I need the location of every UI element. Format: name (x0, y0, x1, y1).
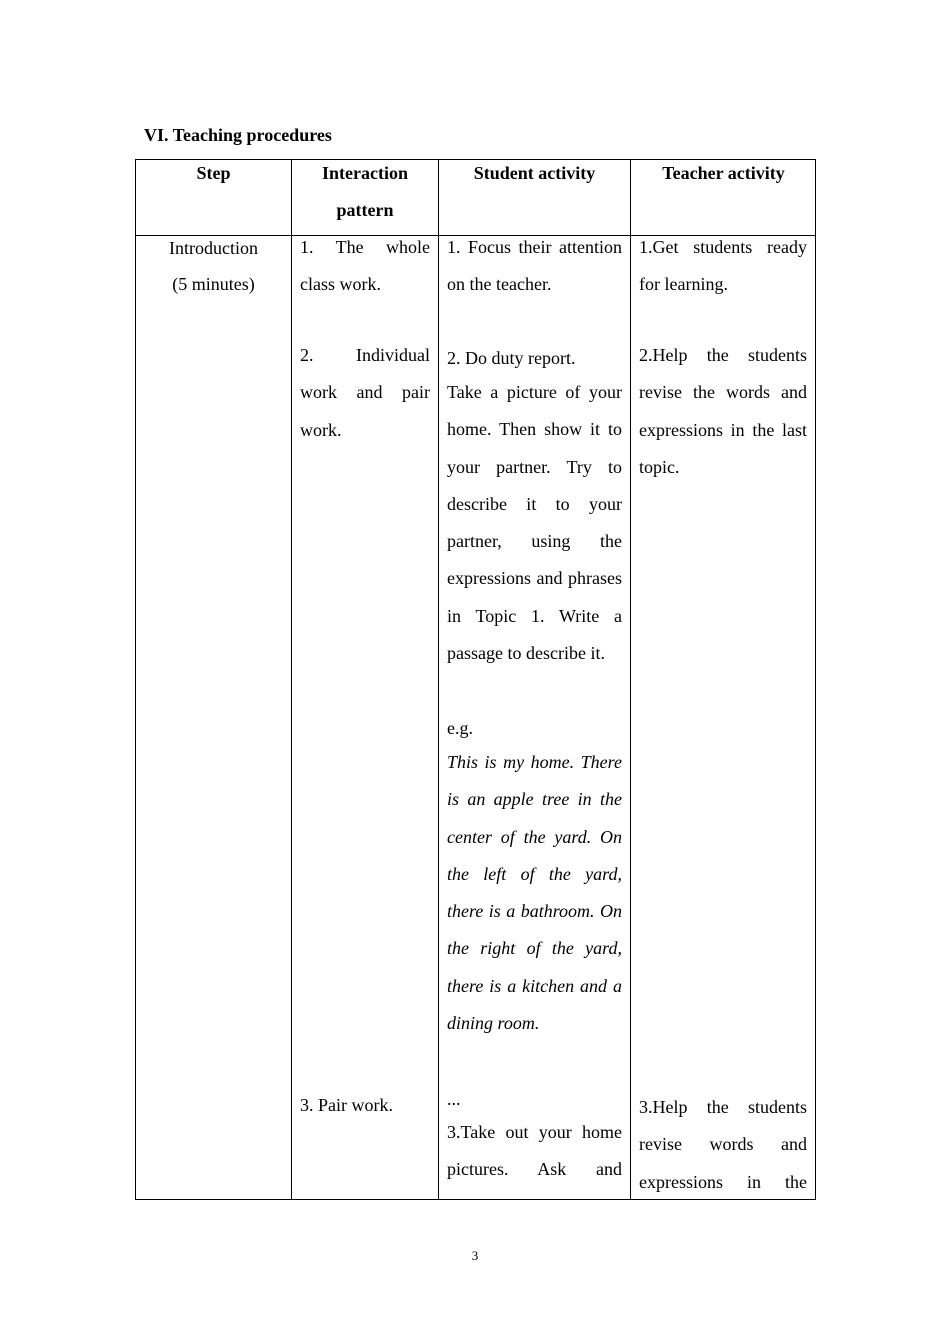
column-divider (291, 160, 292, 1199)
student-activity-1: 1. Focus their attention on the teacher. (447, 237, 622, 295)
header-teacher-activity: Teacher activity (662, 163, 785, 183)
interaction-item-2: 2. Individual work and pair work. (300, 345, 430, 440)
header-student-activity: Student activity (473, 163, 596, 183)
student-activity-2-head: 2. Do duty report. (447, 348, 576, 368)
teaching-procedures-table (135, 159, 816, 1200)
page-number: 3 (471, 1248, 479, 1263)
teacher-activity-3: 3.Help the students revise words and expressions in the (639, 1097, 807, 1192)
step-duration: (5 minutes) (172, 274, 255, 294)
student-activity-2-body: Take a picture of your home. Then show it to your partner. Try to describe it to your partner, using the expressions and phrases in Topic 1. Write a passage to describe it. (447, 382, 622, 664)
student-activity-3: 3.Take out your home pictures. Ask and (447, 1122, 622, 1180)
section-heading: VI. Teaching procedures (144, 125, 332, 145)
student-activity-example: This is my home. There is an apple tree in the center of the yard. On the left of the yard, there is a bathroom. On the right of the yard, there is a kitchen and a dining room. (447, 752, 622, 1034)
header-interaction-line2: pattern (336, 200, 394, 220)
column-divider (630, 160, 631, 1199)
interaction-item-3: 3. Pair work. (300, 1095, 393, 1115)
step-cell (136, 230, 291, 302)
interaction-item-1: 1. The whole class work. (300, 237, 430, 295)
column-divider (438, 160, 439, 1199)
header-interaction-line1: Interaction (322, 163, 408, 183)
step-name: Introduction (169, 238, 258, 258)
student-activity-ellipsis: ... (447, 1089, 461, 1109)
header-step: Step (196, 163, 231, 183)
teacher-activity-2: 2.Help the students revise the words and expressions in the last topic. (639, 345, 807, 477)
header-interaction (292, 155, 438, 229)
teacher-activity-1: 1.Get students ready for learning. (639, 237, 807, 295)
student-activity-eg: e.g. (447, 718, 473, 738)
